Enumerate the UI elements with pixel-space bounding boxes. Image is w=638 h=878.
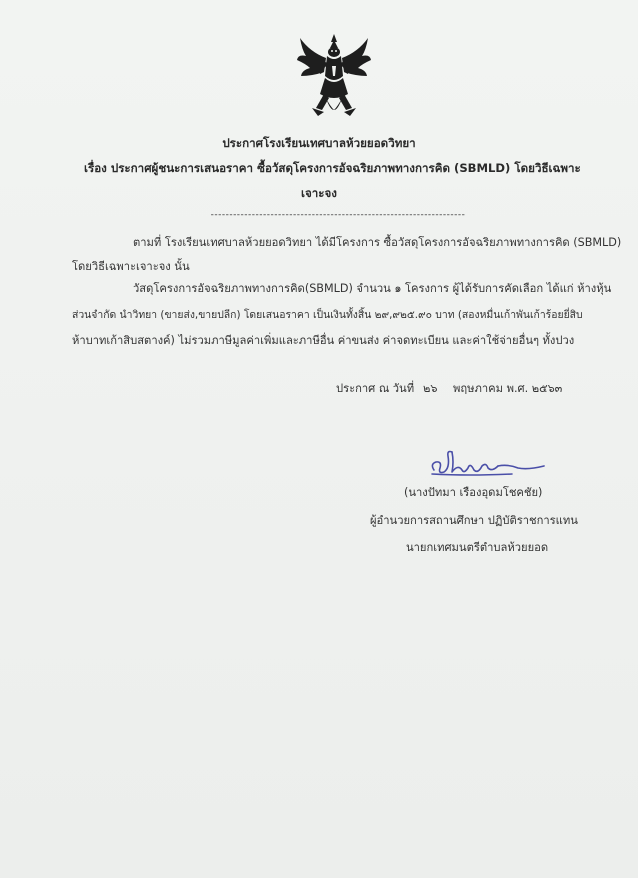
- announcement-date-label: ประกาศ ณ วันที่: [336, 382, 415, 395]
- announcement-month-year: พฤษภาคม พ.ศ. ๒๕๖๓: [453, 382, 563, 395]
- title-line-3: เจาะจง: [301, 186, 337, 200]
- paragraph-2-line-2: ส่วนจำกัด นำวิทยา (ขายส่ง,ขายปลีก) โดยเสนอราคา เป็นเงินทั้งสิ้น ๒๙,๙๒๕.๙๐ บาท (สองหมื่นเก้าพันเก้าร้อยยี่สิบ: [72, 309, 583, 321]
- garuda-emblem-icon: [296, 32, 372, 124]
- paragraph-1-line-2: โดยวิธีเฉพาะเจาะจง นั้น: [72, 260, 190, 273]
- divider-line: --------------------------------------------------------------------: [210, 210, 466, 220]
- title-line-2: เรื่อง ประกาศผู้ชนะการเสนอราคา ซื้อวัสดุโครงการอัจฉริยภาพทางการคิด (SBMLD) โดยวิธีเฉพาะ: [84, 161, 581, 175]
- signer-position-line-2: นายกเทศมนตรีตำบลห้วยยอด: [406, 541, 549, 554]
- handwritten-signature: [428, 448, 546, 478]
- signer-position-line-1: ผู้อำนวยการสถานศึกษา ปฏิบัติราชการแทน: [370, 514, 578, 527]
- title-line-1: ประกาศโรงเรียนเทศบาลห้วยยอดวิทยา: [222, 136, 416, 150]
- signer-name: (นางปัทมา เรืองอุดมโชคชัย): [404, 486, 543, 499]
- paragraph-1-line-1: ตามที่ โรงเรียนเทศบาลห้วยยอดวิทยา ได้มีโครงการ ซื้อวัสดุโครงการอัจฉริยภาพทางการคิด (SBMLD): [133, 236, 622, 249]
- announcement-day: ๒๖: [423, 382, 438, 395]
- paragraph-2-line-1: วัสดุโครงการอัจฉริยภาพทางการคิด(SBMLD) จำนวน ๑ โครงการ ผู้ได้รับการคัดเลือก ได้แก่ ห้างหุ้น: [133, 282, 612, 295]
- paragraph-2-line-3: ห้าบาทเก้าสิบสตางค์) ไม่รวมภาษีมูลค่าเพิ่มและภาษีอื่น ค่าขนส่ง ค่าจดทะเบียน และค่าใช้จ่ายอื่นๆ ทั้งปวง: [72, 334, 575, 347]
